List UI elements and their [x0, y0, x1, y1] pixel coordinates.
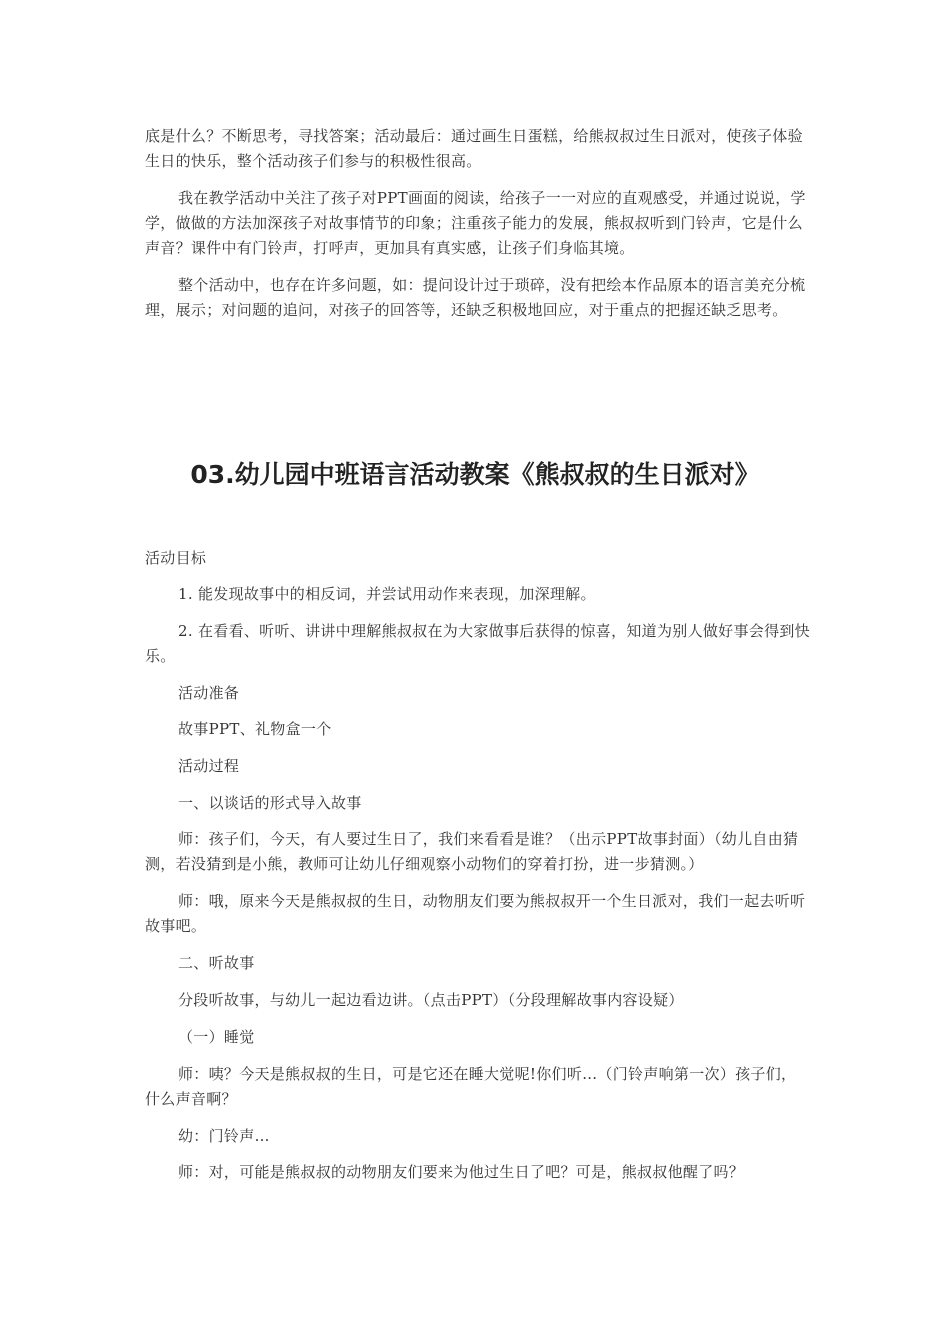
goal-item-2: 2. 在看看、听听、讲讲中理解熊叔叔在为大家做事后获得的惊喜，知道为别人做好事会得到快乐。 [145, 622, 810, 665]
lesson-title: 03.幼儿园中班语言活动教案《熊叔叔的生日派对》 [190, 460, 760, 489]
prep-label: 活动准备 [178, 684, 240, 702]
paragraph-teacher-2: 师：哦，原来今天是熊叔叔的生日，动物朋友们要为熊叔叔开一个生日派对，我们一起去听听故事吧。 [145, 892, 806, 935]
paragraph-teacher-3: 师：咦？今天是熊叔叔的生日，可是它还在睡大觉呢!你们听…（门铃声响第一次）孩子们，什么声音啊？ [145, 1065, 797, 1108]
paragraph-problems: 整个活动中，也存在许多问题，如：提问设计过于琐碎，没有把绘本作品原本的语言美充分梳理，展示；对问题的追问，对孩子的回答等，还缺乏积极地回应，对于重点的把握还缺乏思考。 [145, 276, 806, 319]
paragraph-teacher-4: 师：对，可能是熊叔叔的动物朋友们要来为他过生日了吧？可是，熊叔叔他醒了吗？ [178, 1163, 745, 1181]
paragraph-conclusion: 底是什么？不断思考，寻找答案；活动最后：通过画生日蛋糕，给熊叔叔过生日派对，使孩子体验生日的快乐，整个活动孩子们参与的积极性很高。 [145, 127, 803, 170]
process-label: 活动过程 [178, 757, 240, 775]
paragraph-story-segments: 分段听故事，与幼儿一起边看边讲。（点击PPT）（分段理解故事内容设疑） [178, 991, 684, 1009]
prep-items: 故事PPT、礼物盒一个 [178, 720, 332, 738]
paragraph-child-reply: 幼：门铃声… [178, 1127, 270, 1145]
step-heading-1: 一、以谈话的形式导入故事 [178, 794, 362, 812]
paragraph-teacher-1: 师：孩子们，今天，有人要过生日了，我们来看看是谁？（出示PPT故事封面）（幼儿自由猜测，若没猜到是小熊，教师可让幼儿仔细观察小动物们的穿着打扮，进一步猜测。） [145, 830, 799, 873]
sub-heading-sleep: （一）睡觉 [178, 1028, 255, 1046]
step-heading-2: 二、听故事 [178, 954, 255, 972]
goals-label: 活动目标 [145, 549, 207, 567]
paragraph-reflection: 我在教学活动中关注了孩子对PPT画面的阅读，给孩子一一对应的直观感受，并通过说说，学学，做做的方法加深孩子对故事情节的印象；注重孩子能力的发展，熊叔叔听到门铃声，它是什么声音？课件中有门铃声，打呼声，更加具有真实感，让孩子们身临其境。 [145, 189, 806, 257]
goal-item-1: 1. 能发现故事中的相反词，并尝试用动作来表现，加深理解。 [178, 585, 596, 603]
